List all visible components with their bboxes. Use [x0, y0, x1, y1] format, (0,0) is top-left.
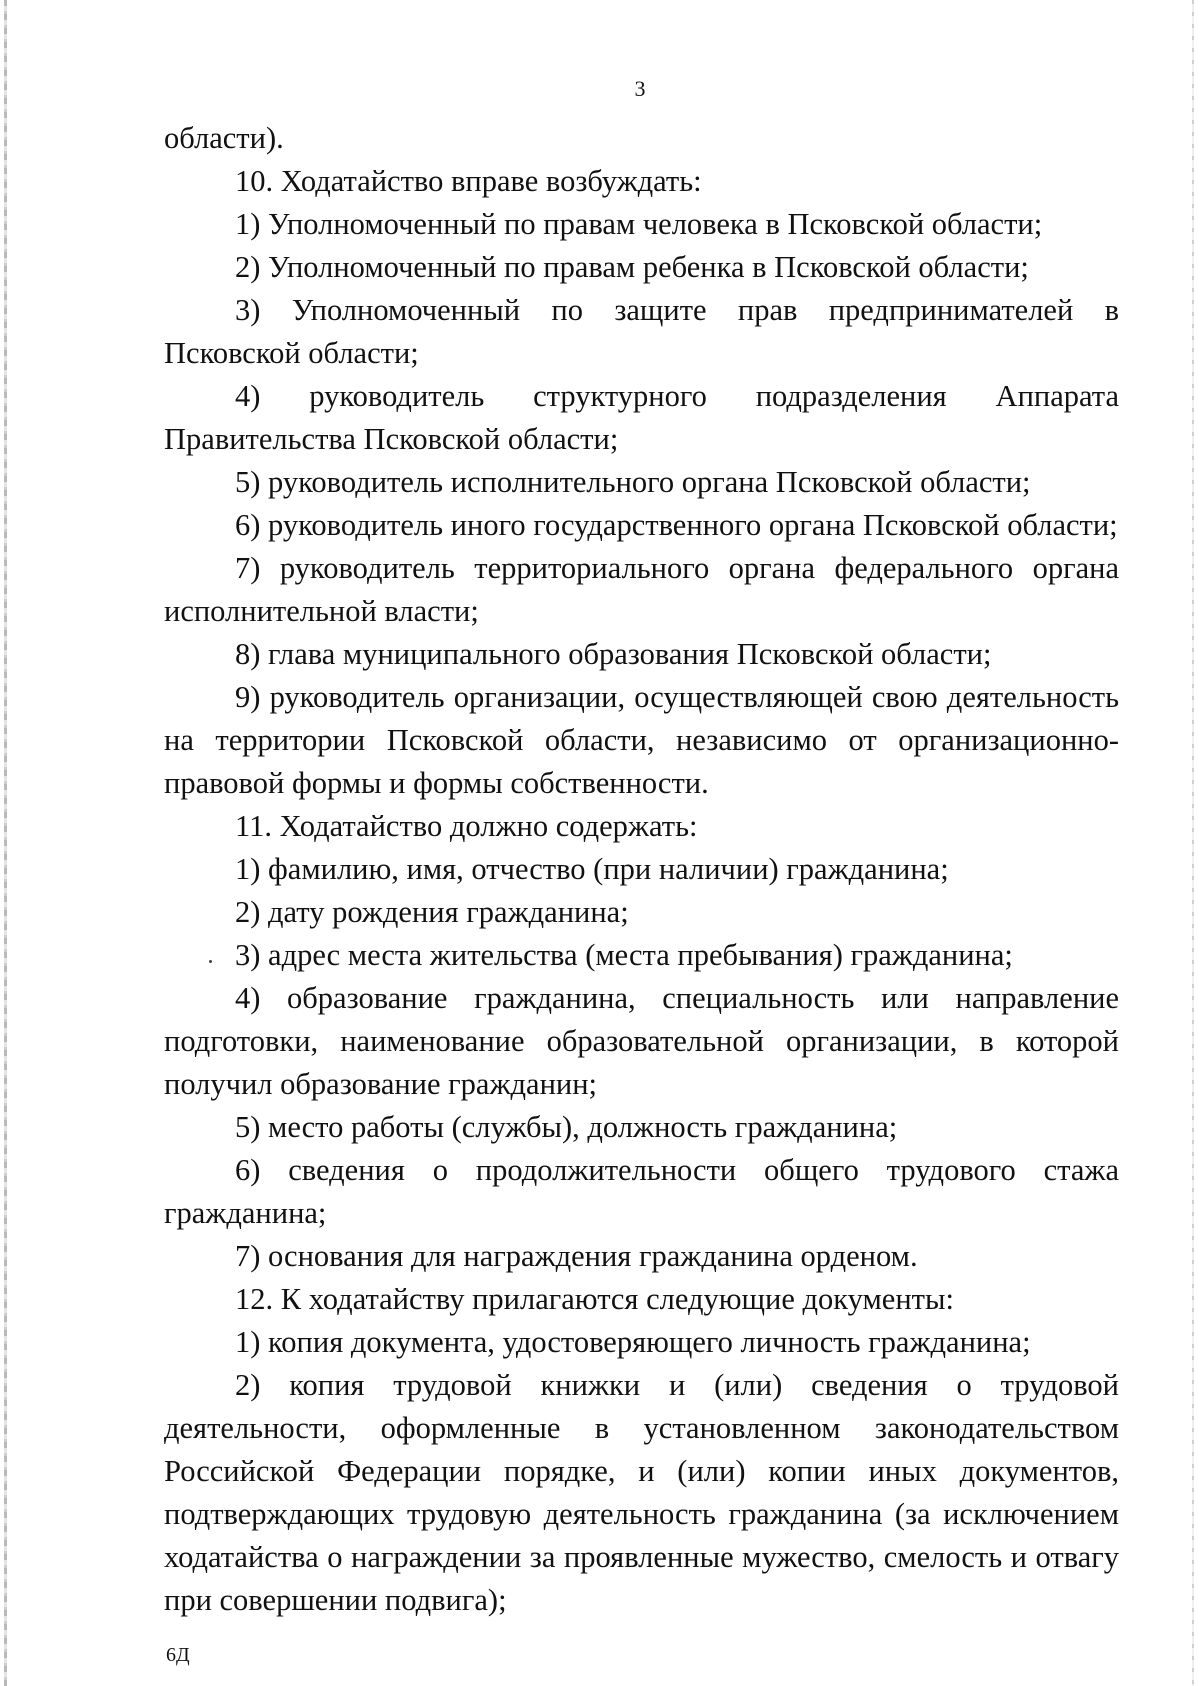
paragraph-12-1: 1) копия документа, удостоверяющего личность гражданина;: [235, 1325, 1031, 1359]
paragraph-11-5: 5) место работы (службы), должность гражданина;: [235, 1110, 898, 1144]
scan-speck: [209, 960, 212, 963]
page-number: 3: [634, 76, 646, 101]
paragraph-item-11-heading: 11. Ходатайство должно содержать:: [235, 809, 698, 843]
document-body: [164, 117, 1119, 1622]
paragraph-11-3: 3) адрес места жительства (места пребывания) гражданина;: [235, 938, 1013, 972]
paragraph-10-7: 7) руководитель территориального органа федерального органа исполнительной власти;: [164, 551, 1119, 628]
paragraph-10-5: 5) руководитель исполнительного органа Псковской области;: [235, 465, 1031, 499]
paragraph-12-2: 2) копия трудовой книжки и (или) сведения о трудовой деятельности, оформленные в установленном законодательством Российской Федерации порядке, и (или) копии иных документов, подтверждающих трудовую деятельность гражданина (за исключением ходатайства о награждении за проявленные мужество, смелость и отвагу при совершении подвига);: [164, 1368, 1119, 1617]
paragraph-item-12-heading: 12. К ходатайству прилагаются следующие документы:: [235, 1282, 954, 1316]
paragraph-11-6: 6) сведения о продолжительности общего трудового стажа гражданина;: [164, 1153, 1119, 1230]
scan-left-edge: [4, 0, 7, 1686]
footer-code: 6Д: [166, 1644, 190, 1666]
paragraph-continuation: области).: [164, 121, 284, 155]
paragraph-10-1: 1) Уполномоченный по правам человека в Псковской области;: [235, 207, 1043, 241]
paragraph-11-7: 7) основания для награждения гражданина орденом.: [235, 1239, 918, 1273]
paragraph-11-2: 2) дату рождения гражданина;: [235, 895, 629, 929]
paragraph-10-4: 4) руководитель структурного подразделения Аппарата Правительства Псковской области;: [164, 379, 1119, 456]
paragraph-10-9: 9) руководитель организации, осуществляющей свою деятельность на территории Псковской области, независимо от организационно-правовой формы и формы собственности.: [164, 680, 1119, 800]
paragraph-item-10-heading: 10. Ходатайство вправе возбуждать:: [235, 164, 702, 198]
paragraph-11-1: 1) фамилию, имя, отчество (при наличии) гражданина;: [235, 852, 949, 886]
paragraph-10-8: 8) глава муниципального образования Псковской области;: [235, 637, 992, 671]
paragraph-10-6: 6) руководитель иного государственного органа Псковской области;: [235, 508, 1118, 542]
paragraph-11-4: 4) образование гражданина, специальность или направление подготовки, наименование образовательной организации, в которой получил образование гражданин;: [164, 981, 1119, 1101]
scan-right-edge: [1192, 0, 1194, 1686]
paragraph-10-2: 2) Уполномоченный по правам ребенка в Псковской области;: [235, 250, 1029, 284]
paragraph-10-3: 3) Уполномоченный по защите прав предпринимателей в Псковской области;: [164, 293, 1119, 370]
